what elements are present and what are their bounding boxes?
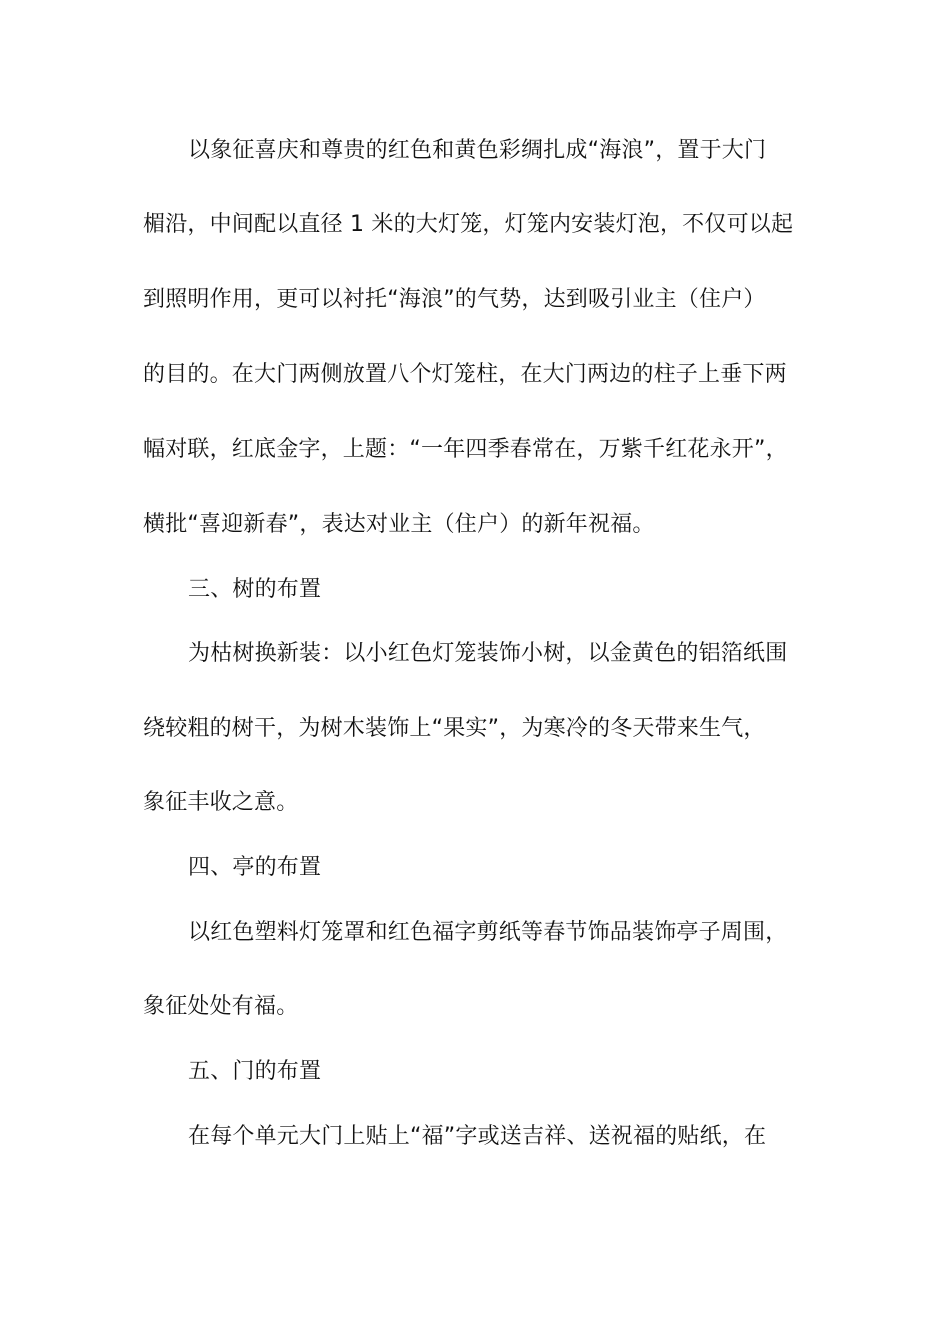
paragraph-line: 以红色塑料灯笼罩和红色福字剪纸等春节饰品装饰亭子周围，: [188, 920, 788, 945]
paragraph-line: 以象征喜庆和尊贵的红色和黄色彩绸扎成“海浪”，置于大门: [188, 138, 767, 163]
paragraph-line: 到照明作用，更可以衬托“海浪”的气势，达到吸引业主（住户）: [143, 287, 766, 312]
paragraph-line: 象征处处有福。: [143, 994, 299, 1019]
section-heading-door: 五、门的布置: [188, 1059, 322, 1084]
paragraph-line: 楣沿，中间配以直径 1 米的大灯笼，灯笼内安装灯泡，不仅可以起: [143, 212, 794, 237]
paragraph-line: 幅对联，红底金字，上题：“一年四季春常在，万紫千红花永开”，: [143, 437, 788, 462]
paragraph-line: 绕较粗的树干，为树木装饰上“果实”，为寒冷的冬天带来生气，: [143, 716, 766, 741]
paragraph-line: 的目的。在大门两侧放置八个灯笼柱，在大门两边的柱子上垂下两: [143, 362, 787, 387]
section-heading-pavilion: 四、亭的布置: [188, 855, 322, 880]
paragraph-line: 为枯树换新装：以小红色灯笼装饰小树，以金黄色的铝箔纸围: [188, 641, 788, 666]
paragraph-line: 象征丰收之意。: [143, 790, 299, 815]
paragraph-line: 在每个单元大门上贴上“福”字或送吉祥、送祝福的贴纸，在: [188, 1124, 767, 1149]
paragraph-line: 横批“喜迎新春”，表达对业主（住户）的新年祝福。: [143, 512, 655, 537]
section-heading-tree: 三、树的布置: [188, 577, 322, 602]
